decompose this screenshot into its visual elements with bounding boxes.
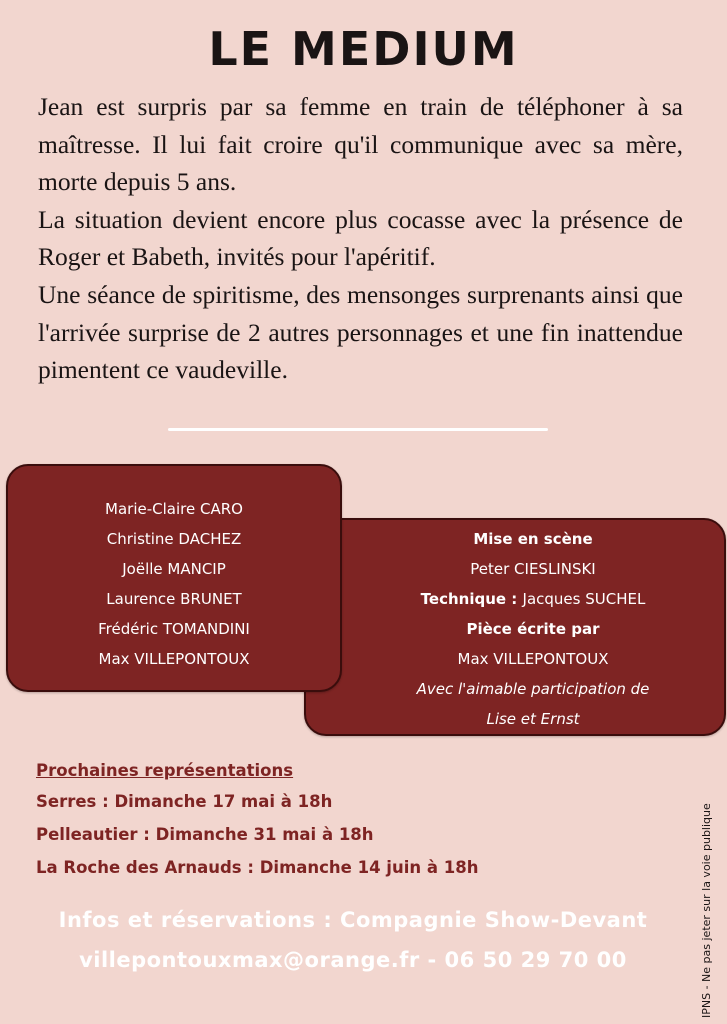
author-label: Pièce écrite par (466, 620, 600, 638)
cast-member: Marie-Claire CARO (105, 500, 243, 518)
director-name: Peter CIESLINSKI (470, 560, 596, 578)
side-note: IPNS - Ne pas jeter sur la voie publique (700, 803, 713, 1018)
page-title: LE MEDIUM (208, 22, 519, 76)
technique-name: Jacques SUCHEL (522, 590, 646, 608)
crew-box (304, 518, 726, 736)
cast-member: Christine DACHEZ (106, 530, 242, 548)
author-name: Max VILLEPONTOUX (457, 650, 609, 668)
date-item: Serres : Dimanche 17 mai à 18h (36, 792, 333, 811)
contact-email-phone: villepontouxmax@orange.fr - 06 50 29 70 00 (79, 948, 627, 972)
contact-info: Infos et réservations : Compagnie Show-Devant (58, 908, 648, 932)
synopsis (38, 88, 683, 389)
date-item: Pelleautier : Dimanche 31 mai à 18h (36, 825, 374, 844)
synopsis-paragraph: La situation devient encore plus cocasse avec la présence de Roger et Babeth, invités pour l'apéritif. (38, 204, 683, 272)
cast-box (6, 464, 342, 692)
direction-label: Mise en scène (473, 530, 593, 548)
cast-list (8, 494, 340, 674)
crew-lines (342, 524, 724, 734)
dates-heading: Prochaines représentations (36, 761, 294, 780)
cast-member: Laurence BRUNET (106, 590, 242, 608)
divider (168, 428, 548, 431)
technique-label: Technique (420, 590, 507, 608)
cast-member: Joëlle MANCIP (122, 560, 226, 578)
cast-member: Frédéric TOMANDINI (98, 620, 250, 638)
cast-member: Max VILLEPONTOUX (98, 650, 250, 668)
synopsis-paragraph: Jean est surpris par sa femme en train de téléphoner à sa maîtresse. Il lui fait croire qu'il communique avec sa mère, morte depuis 5 ans. (38, 92, 683, 197)
date-item: La Roche des Arnauds : Dimanche 14 juin à 18h (36, 858, 479, 877)
technique-separator: : (506, 590, 523, 608)
performance-dates (36, 757, 676, 884)
synopsis-paragraph: Une séance de spiritisme, des mensonges surprenants ainsi que l'arrivée surprise de 2 autres personnages et une fin inattendue pimentent ce vaudeville. (38, 279, 683, 385)
participants-names: Lise et Ernst (486, 710, 580, 728)
participation-label: Avec l'aimable participation de (416, 680, 650, 698)
technique-row (342, 584, 724, 614)
